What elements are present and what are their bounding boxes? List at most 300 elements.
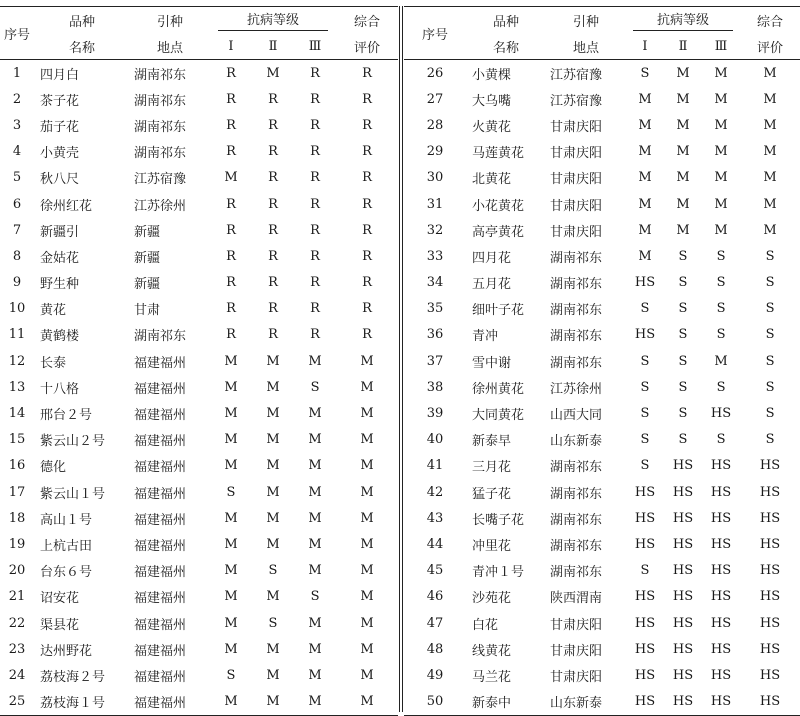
- resistance-level-2: M: [266, 510, 280, 526]
- resistance-level-3: M: [714, 91, 728, 107]
- overall-rating: M: [763, 91, 777, 107]
- column-divider: [402, 6, 403, 712]
- table-row: [404, 322, 800, 348]
- variety-name: 细叶子花: [472, 303, 525, 319]
- table-row: [0, 270, 398, 296]
- row-number: 41: [426, 458, 444, 474]
- row-number: 30: [426, 170, 444, 186]
- overall-rating: HS: [759, 458, 781, 474]
- resistance-level-2: HS: [672, 641, 694, 657]
- origin-location: 甘肃庆阳: [550, 146, 603, 162]
- resistance-level-3: M: [714, 353, 728, 369]
- resistance-level-1: S: [640, 379, 650, 395]
- resistance-level-2: M: [266, 641, 280, 657]
- overall-rating: R: [362, 301, 372, 317]
- resistance-level-2: S: [678, 275, 688, 291]
- variety-name: 紫云山１号: [40, 486, 106, 502]
- variety-name: 荔枝海１号: [34, 689, 130, 716]
- origin-location: 甘肃: [134, 303, 161, 319]
- resistance-level-3: HS: [710, 484, 732, 500]
- origin-location: 福建福州: [134, 486, 187, 502]
- table-row: [404, 139, 800, 165]
- overall-rating: R: [362, 144, 372, 160]
- origin-location: 湖南祁东: [550, 486, 603, 502]
- row-number: 29: [426, 144, 444, 160]
- resistance-level-3: M: [308, 615, 322, 631]
- resistance-level-3: S: [716, 248, 726, 264]
- table-row: [404, 243, 800, 269]
- row-number: 43: [426, 510, 444, 526]
- resistance-level-3: M: [308, 458, 322, 474]
- resistance-level-2: S: [678, 301, 688, 317]
- resistance-level-1: M: [638, 91, 652, 107]
- header-resistance-group: 抗病等级: [210, 7, 336, 34]
- row-number: 35: [426, 301, 444, 317]
- resistance-level-2: M: [266, 589, 280, 605]
- variety-name: 茶子花: [40, 93, 80, 109]
- resistance-level-3: HS: [710, 667, 732, 683]
- resistance-level-1: S: [640, 458, 650, 474]
- resistance-level-3: S: [310, 589, 320, 605]
- origin-location: 甘肃庆阳: [550, 669, 603, 685]
- resistance-level-1: S: [640, 406, 650, 422]
- header-overall-2: 评价: [740, 33, 800, 60]
- table-row: [0, 427, 398, 453]
- header-row-2: [0, 33, 398, 60]
- overall-rating: M: [360, 563, 374, 579]
- variety-name: 马兰花: [472, 669, 512, 685]
- origin-location: 湖南祁东: [550, 565, 603, 581]
- row-number: 2: [12, 91, 22, 107]
- row-number: 27: [426, 91, 444, 107]
- resistance-level-1: M: [224, 170, 238, 186]
- origin-location: 湖南祁东: [134, 67, 187, 83]
- resistance-level-1: HS: [634, 641, 656, 657]
- row-number: 24: [8, 667, 26, 683]
- row-number: 48: [426, 641, 444, 657]
- origin-location: 湖南祁东: [550, 538, 603, 554]
- resistance-level-2: R: [268, 144, 278, 160]
- variety-name: 徐州黄花: [472, 381, 525, 397]
- table-row: [0, 558, 398, 584]
- table-row: [0, 584, 398, 610]
- resistance-level-3: M: [308, 510, 322, 526]
- overall-rating: M: [763, 196, 777, 212]
- resistance-level-1: M: [224, 563, 238, 579]
- variety-name: 青冲: [472, 329, 499, 345]
- variety-name: 北黄花: [472, 172, 512, 188]
- table-row: [0, 662, 398, 688]
- row-number: 17: [8, 484, 26, 500]
- variety-name: 台东６号: [40, 565, 93, 581]
- table-row: [0, 139, 398, 165]
- overall-rating: HS: [759, 667, 781, 683]
- overall-rating: R: [362, 275, 372, 291]
- overall-rating: S: [765, 248, 775, 264]
- variety-name: 长嘴子花: [472, 512, 525, 528]
- resistance-level-2: S: [268, 615, 278, 631]
- header-no: 序号: [0, 7, 34, 60]
- origin-location: 福建福州: [134, 617, 187, 633]
- row-number: 7: [12, 222, 22, 238]
- header-level-2: Ⅱ: [252, 33, 294, 60]
- origin-location: 甘肃庆阳: [550, 119, 603, 135]
- resistance-level-2: S: [678, 353, 688, 369]
- table-row: [404, 374, 800, 400]
- resistance-level-2: M: [676, 144, 690, 160]
- overall-rating: M: [360, 353, 374, 369]
- resistance-level-1: M: [638, 248, 652, 264]
- header-variety-1: 品种: [68, 14, 95, 30]
- row-number: 6: [12, 196, 22, 212]
- table-row: [0, 531, 398, 557]
- header-row-1: [404, 7, 800, 34]
- overall-rating: M: [360, 536, 374, 552]
- resistance-level-2: M: [676, 117, 690, 133]
- resistance-level-2: HS: [672, 510, 694, 526]
- variety-name: 冲里花: [472, 538, 512, 554]
- origin-location: 山东新泰: [550, 434, 603, 450]
- table-row: [404, 453, 800, 479]
- header-no: 序号: [404, 7, 466, 60]
- variety-name: 五月花: [472, 277, 512, 293]
- resistance-level-2: M: [676, 196, 690, 212]
- row-number: 21: [8, 589, 26, 605]
- overall-rating: HS: [759, 589, 781, 605]
- variety-name: 黄花: [40, 303, 67, 319]
- table-body-right: [404, 60, 800, 716]
- row-number: 25: [0, 689, 34, 716]
- resistance-level-2: M: [676, 222, 690, 238]
- row-number: 10: [8, 301, 26, 317]
- row-number: 46: [426, 589, 444, 605]
- table-row: [404, 400, 800, 426]
- overall-rating: R: [362, 248, 372, 264]
- variety-name: 新泰早: [472, 434, 512, 450]
- resistance-level-2: HS: [672, 615, 694, 631]
- resistance-level-3: R: [310, 170, 320, 186]
- overall-rating: M: [360, 484, 374, 500]
- resistance-level-3: R: [310, 65, 320, 81]
- resistance-level-3: M: [714, 117, 728, 133]
- resistance-level-3: M: [308, 536, 322, 552]
- overall-rating: HS: [740, 689, 800, 716]
- variety-name: 秋八尺: [40, 172, 80, 188]
- table-row: [404, 610, 800, 636]
- variety-name: 长泰: [40, 355, 67, 371]
- origin-location: 福建福州: [134, 460, 187, 476]
- overall-rating: R: [362, 222, 372, 238]
- variety-name: 四月白: [40, 67, 80, 83]
- variety-name: 小花黄花: [472, 198, 525, 214]
- variety-name: 徐州红花: [40, 198, 93, 214]
- resistance-level-2: M: [266, 65, 280, 81]
- overall-rating: S: [765, 379, 775, 395]
- row-number: 37: [426, 353, 444, 369]
- resistance-level-1: M: [224, 641, 238, 657]
- row-number: 33: [426, 248, 444, 264]
- origin-location: 湖南祁东: [550, 250, 603, 266]
- resistance-level-3: S: [716, 275, 726, 291]
- origin-location: 福建福州: [134, 565, 187, 581]
- table-row: [0, 400, 398, 426]
- resistance-level-3: M: [294, 689, 336, 716]
- table-row: [0, 505, 398, 531]
- row-number: 45: [426, 563, 444, 579]
- resistance-level-2: M: [266, 536, 280, 552]
- column-divider: [399, 6, 400, 712]
- resistance-level-3: S: [716, 432, 726, 448]
- row-number: 8: [12, 248, 22, 264]
- header-overall-1: 综合: [354, 14, 381, 30]
- row-number: 12: [8, 353, 26, 369]
- resistance-level-2: M: [266, 379, 280, 395]
- variety-name: 白花: [472, 617, 499, 633]
- overall-rating: HS: [759, 641, 781, 657]
- overall-rating: M: [360, 589, 374, 605]
- overall-rating: HS: [759, 484, 781, 500]
- resistance-level-1: M: [638, 144, 652, 160]
- origin-location: 湖南祁东: [550, 277, 603, 293]
- overall-rating: M: [336, 689, 398, 716]
- resistance-level-1: M: [638, 196, 652, 212]
- resistance-level-1: S: [226, 667, 236, 683]
- resistance-level-3: R: [310, 222, 320, 238]
- resistance-level-3: M: [308, 563, 322, 579]
- origin-location: 福建福州: [134, 381, 187, 397]
- origin-location: 甘肃庆阳: [550, 172, 603, 188]
- resistance-level-2: R: [268, 222, 278, 238]
- origin-location: 湖南祁东: [550, 355, 603, 371]
- resistance-level-3: M: [308, 667, 322, 683]
- resistance-table-left: [0, 6, 398, 716]
- overall-rating: R: [362, 91, 372, 107]
- header-level-3: Ⅲ: [294, 33, 336, 60]
- variety-name: 新泰中: [466, 689, 546, 716]
- origin-location: 新疆: [134, 250, 161, 266]
- resistance-level-1: R: [226, 91, 236, 107]
- variety-name: 沙苑花: [472, 591, 512, 607]
- resistance-level-3: S: [716, 379, 726, 395]
- overall-rating: M: [360, 510, 374, 526]
- resistance-level-3: M: [714, 144, 728, 160]
- row-number: 22: [8, 615, 26, 631]
- origin-location: 福建福州: [134, 434, 187, 450]
- resistance-level-1: R: [226, 248, 236, 264]
- resistance-level-2: S: [678, 406, 688, 422]
- overall-rating: M: [360, 641, 374, 657]
- row-number: 39: [426, 406, 444, 422]
- table-row: [0, 453, 398, 479]
- overall-rating: M: [360, 667, 374, 683]
- origin-location: 湖南祁东: [134, 119, 187, 135]
- table-row: [0, 374, 398, 400]
- header-level-1: Ⅰ: [626, 33, 664, 60]
- resistance-level-1: R: [226, 301, 236, 317]
- row-number: 42: [426, 484, 444, 500]
- resistance-level-3: R: [310, 117, 320, 133]
- origin-location: 江苏徐州: [550, 381, 603, 397]
- row-number: 38: [426, 379, 444, 395]
- overall-rating: M: [763, 144, 777, 160]
- header-overall-1: 综合: [757, 14, 784, 30]
- resistance-level-3: R: [310, 275, 320, 291]
- resistance-level-2: M: [676, 91, 690, 107]
- resistance-level-3: HS: [710, 589, 732, 605]
- overall-rating: HS: [759, 536, 781, 552]
- origin-location: 福建福州: [134, 512, 187, 528]
- row-number: 18: [8, 510, 26, 526]
- origin-location: 江苏宿豫: [134, 172, 187, 188]
- table-row: [0, 243, 398, 269]
- row-number: 16: [8, 458, 26, 474]
- overall-rating: S: [765, 275, 775, 291]
- table-row: [0, 689, 398, 716]
- overall-rating: R: [362, 327, 372, 343]
- resistance-level-1: M: [224, 536, 238, 552]
- table-row: [404, 662, 800, 688]
- resistance-level-1: M: [224, 353, 238, 369]
- variety-name: 小黄壳: [40, 146, 80, 162]
- resistance-level-3: R: [310, 248, 320, 264]
- table-row: [404, 270, 800, 296]
- resistance-level-1: M: [224, 379, 238, 395]
- row-number: 31: [426, 196, 444, 212]
- origin-location: 福建福州: [134, 355, 187, 371]
- resistance-level-2: M: [266, 484, 280, 500]
- header-overall-2: 评价: [336, 33, 398, 60]
- row-number: 11: [8, 327, 26, 343]
- origin-location: 江苏徐州: [134, 198, 187, 214]
- resistance-level-3: HS: [710, 536, 732, 552]
- resistance-level-1: R: [226, 275, 236, 291]
- table-row: [0, 322, 398, 348]
- resistance-level-1: HS: [634, 589, 656, 605]
- variety-name: 线黄花: [472, 643, 512, 659]
- table-row: [404, 191, 800, 217]
- origin-location: 江苏宿豫: [550, 93, 603, 109]
- resistance-level-3: R: [310, 327, 320, 343]
- row-number: 9: [12, 275, 22, 291]
- table-row: [404, 479, 800, 505]
- resistance-level-3: HS: [710, 641, 732, 657]
- overall-rating: M: [360, 615, 374, 631]
- row-number: 32: [426, 222, 444, 238]
- resistance-level-2: R: [268, 170, 278, 186]
- resistance-level-2: M: [266, 667, 280, 683]
- header-variety-2: 名称: [466, 33, 546, 60]
- variety-name: 大乌嘴: [472, 93, 512, 109]
- resistance-level-2: M: [266, 458, 280, 474]
- resistance-level-1: S: [226, 484, 236, 500]
- resistance-level-1: M: [224, 615, 238, 631]
- overall-rating: M: [763, 222, 777, 238]
- resistance-level-1: M: [210, 689, 252, 716]
- resistance-level-3: HS: [710, 406, 732, 422]
- origin-location: 湖南祁东: [550, 303, 603, 319]
- overall-rating: M: [763, 117, 777, 133]
- header-resistance-group: 抗病等级: [626, 7, 740, 34]
- variety-name: 茄子花: [40, 119, 80, 135]
- table-row: [0, 296, 398, 322]
- table-row: [404, 531, 800, 557]
- row-number: 34: [426, 275, 444, 291]
- origin-location: 山西大同: [550, 408, 603, 424]
- origin-location: 新疆: [134, 224, 161, 240]
- variety-name: 猛子花: [472, 486, 512, 502]
- resistance-level-2: M: [266, 432, 280, 448]
- resistance-level-3: R: [310, 301, 320, 317]
- resistance-level-2: S: [268, 563, 278, 579]
- resistance-level-1: R: [226, 327, 236, 343]
- row-number: 49: [426, 667, 444, 683]
- origin-location: 湖南祁东: [134, 93, 187, 109]
- header-origin-2: 地点: [546, 33, 626, 60]
- table-row: [404, 112, 800, 138]
- resistance-level-1: HS: [634, 536, 656, 552]
- row-number: 13: [8, 379, 26, 395]
- variety-name: 野生种: [40, 277, 80, 293]
- resistance-level-2: S: [678, 327, 688, 343]
- resistance-level-2: M: [266, 406, 280, 422]
- table-row: [0, 217, 398, 243]
- variety-name: 邢台２号: [40, 408, 93, 424]
- resistance-level-2: HS: [672, 484, 694, 500]
- overall-rating: M: [360, 406, 374, 422]
- row-number: 5: [12, 170, 22, 186]
- table-row: [404, 636, 800, 662]
- resistance-level-3: HS: [710, 510, 732, 526]
- row-number: 36: [426, 327, 444, 343]
- resistance-level-2: HS: [672, 667, 694, 683]
- resistance-level-1: HS: [634, 275, 656, 291]
- origin-location: 福建福州: [134, 669, 187, 685]
- resistance-table-right: [404, 6, 800, 716]
- resistance-level-3: HS: [710, 563, 732, 579]
- table-row: [404, 584, 800, 610]
- resistance-level-3: S: [716, 301, 726, 317]
- table-row: [404, 296, 800, 322]
- resistance-level-2: R: [268, 275, 278, 291]
- origin-location: 湖南祁东: [134, 329, 187, 345]
- variety-name: 马莲黄花: [472, 146, 525, 162]
- table-row: [404, 217, 800, 243]
- header-row-1: [0, 7, 398, 34]
- resistance-level-1: M: [224, 406, 238, 422]
- resistance-level-2: M: [676, 170, 690, 186]
- resistance-level-2: HS: [672, 536, 694, 552]
- resistance-level-3: S: [310, 379, 320, 395]
- origin-location: 福建福州: [130, 689, 210, 716]
- resistance-level-1: HS: [634, 484, 656, 500]
- resistance-level-1: S: [640, 432, 650, 448]
- resistance-level-3: M: [308, 432, 322, 448]
- table-body-left: [0, 60, 398, 716]
- resistance-level-3: M: [714, 196, 728, 212]
- variety-name: 高亭黄花: [472, 224, 525, 240]
- resistance-level-3: M: [308, 406, 322, 422]
- overall-rating: S: [765, 301, 775, 317]
- resistance-level-2: M: [252, 689, 294, 716]
- row-number: 40: [426, 432, 444, 448]
- variety-name: 荔枝海２号: [40, 669, 106, 685]
- resistance-level-3: HS: [702, 689, 740, 716]
- overall-rating: M: [360, 432, 374, 448]
- resistance-level-2: S: [678, 248, 688, 264]
- origin-location: 福建福州: [134, 408, 187, 424]
- row-number: 44: [426, 536, 444, 552]
- resistance-level-1: R: [226, 222, 236, 238]
